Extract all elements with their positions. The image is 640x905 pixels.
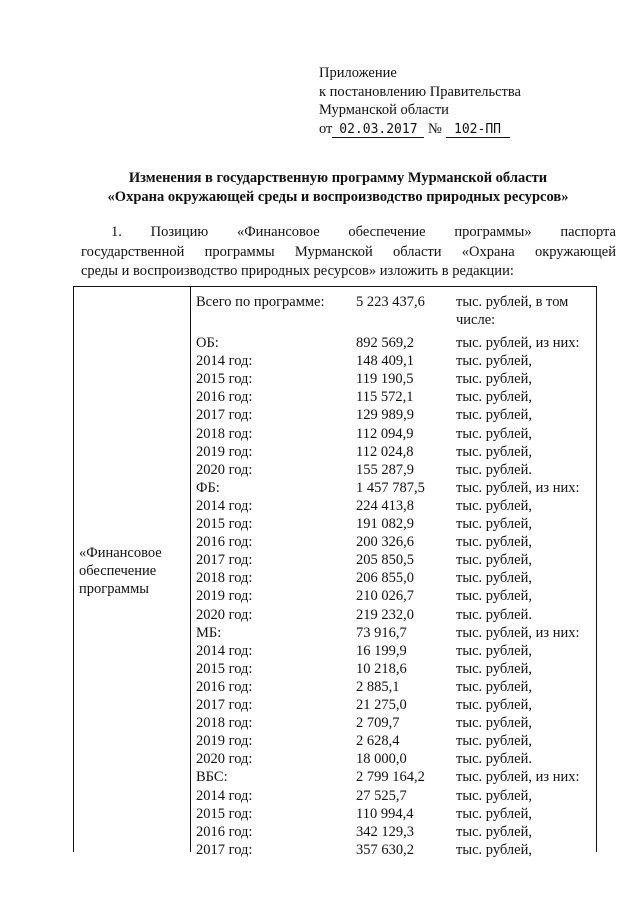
table-row xyxy=(74,388,596,406)
row-label: ФБ: xyxy=(196,479,220,496)
row-value: 112 094,9 xyxy=(356,425,414,442)
table-row xyxy=(74,642,596,660)
table-row xyxy=(74,406,596,424)
table-row xyxy=(74,696,596,714)
paragraph-word: окружающей xyxy=(534,243,616,260)
title-line-2: «Охрана окружающей среды и воспроизводство природных ресурсов» xyxy=(107,189,569,205)
paragraph-word: программы» xyxy=(454,224,532,240)
table-row xyxy=(74,515,596,533)
row-unit: тыс. рублей, из них: xyxy=(456,479,580,496)
total-unit-line-1: тыс. рублей, в том xyxy=(456,294,569,310)
row-unit: тыс. рублей. xyxy=(456,461,532,478)
row-label: 2014 год: xyxy=(196,642,253,659)
row-unit: тыс. рублей, xyxy=(456,534,532,551)
row-value: 129 989,9 xyxy=(356,407,414,424)
row-unit: тыс. рублей, xyxy=(456,588,532,605)
table-row xyxy=(74,479,596,497)
table-row xyxy=(74,551,596,569)
row-unit: тыс. рублей, xyxy=(456,516,532,532)
paragraph-word: обеспечение xyxy=(348,224,426,240)
row-label: 2014 год: xyxy=(196,787,253,804)
table-row xyxy=(74,660,596,678)
row-unit: тыс. рублей, xyxy=(456,425,532,442)
table-row xyxy=(74,533,596,551)
table-row xyxy=(74,334,596,352)
appendix-line-1: Приложение xyxy=(319,65,397,81)
row-unit: тыс. рублей, xyxy=(456,697,532,713)
paragraph-line-1 xyxy=(81,223,616,243)
row-unit: тыс. рублей, xyxy=(456,497,532,514)
financing-table xyxy=(73,286,597,858)
row-unit: тыс. рублей, xyxy=(456,371,532,388)
appendix-line-2: к постановлению Правительства xyxy=(319,83,521,100)
row-unit: тыс. рублей, xyxy=(456,805,532,822)
paragraph-word: паспорта xyxy=(560,224,616,240)
paragraph-line-2 xyxy=(81,243,616,263)
row-unit: тыс. рублей, xyxy=(456,642,532,659)
row-label: ОБ: xyxy=(196,335,219,351)
row-label: 2019 год: xyxy=(196,443,253,460)
row-unit: тыс. рублей. xyxy=(456,606,532,623)
total-value: 5 223 437,6 xyxy=(356,294,425,310)
row-value: 73 916,7 xyxy=(356,624,407,641)
row-unit: тыс. рублей, из них: xyxy=(456,624,580,641)
row-unit: тыс. рублей, xyxy=(456,407,532,424)
appendix-date-line xyxy=(319,120,521,139)
row-value: 219 232,0 xyxy=(356,606,414,623)
row-value: 18 000,0 xyxy=(356,751,407,768)
row-value: 191 082,9 xyxy=(356,516,414,532)
row-unit: тыс. рублей, xyxy=(456,678,532,695)
row-label: 2015 год: xyxy=(196,516,253,532)
row-label: 2020 год: xyxy=(196,751,253,768)
paragraph-word: Позицию xyxy=(150,224,209,240)
row-label: 2019 год: xyxy=(196,588,253,605)
row-value: 119 190,5 xyxy=(356,371,414,388)
row-unit: тыс. рублей, из них: xyxy=(456,769,580,786)
row-label: ВБС: xyxy=(196,769,228,786)
position-name-line-3: программы xyxy=(79,581,149,597)
total-label: Всего по программе: xyxy=(196,294,325,310)
row-value: 115 572,1 xyxy=(356,389,414,406)
row-unit: тыс. рублей, xyxy=(456,660,532,677)
row-unit: тыс. рублей, xyxy=(456,552,532,569)
row-label: 2014 год: xyxy=(196,497,253,514)
row-label: 2018 год: xyxy=(196,570,253,587)
row-label: 2019 год: xyxy=(196,733,253,750)
paragraph-line-3 xyxy=(81,262,616,282)
table-row xyxy=(74,497,596,515)
row-label: 2014 год: xyxy=(196,353,253,370)
row-label: 2016 год: xyxy=(196,678,253,695)
table-row xyxy=(74,624,596,642)
row-label: 2017 год: xyxy=(196,407,253,424)
row-label: 2016 год: xyxy=(196,823,253,840)
row-value: 27 525,7 xyxy=(356,787,407,804)
table-row xyxy=(74,805,596,823)
row-unit: тыс. рублей, xyxy=(456,443,532,460)
row-label: 2015 год: xyxy=(196,660,253,677)
row-value: 2 885,1 xyxy=(356,678,400,695)
row-unit: тыс. рублей, из них: xyxy=(456,335,580,351)
table-row xyxy=(74,370,596,388)
row-value: 155 287,9 xyxy=(356,461,414,478)
row-label: 2016 год: xyxy=(196,534,253,551)
row-value: 205 850,5 xyxy=(356,552,414,569)
row-label: 2017 год: xyxy=(196,697,253,713)
document-title xyxy=(60,169,616,207)
table-row xyxy=(74,569,596,587)
date-prefix: от xyxy=(319,120,333,137)
row-unit: тыс. рублей. xyxy=(456,751,532,768)
row-unit: тыс. рублей, xyxy=(456,353,532,370)
table-row xyxy=(74,768,596,786)
position-name-line-1: «Финансовое xyxy=(79,545,162,561)
paragraph-word: 1. xyxy=(111,224,122,240)
table-row xyxy=(74,750,596,768)
row-value: 112 024,8 xyxy=(356,443,414,460)
appendix-line-3: Мурманской области xyxy=(319,102,449,118)
row-label: 2017 год: xyxy=(196,552,253,569)
number-sign: № xyxy=(428,120,442,137)
row-unit: тыс. рублей, xyxy=(456,733,532,750)
row-value: 224 413,8 xyxy=(356,497,414,514)
table-row xyxy=(74,823,596,841)
title-line-1: Изменения в государственную программу Мурманской области xyxy=(128,170,548,186)
paragraph-word: «Финансовое xyxy=(236,224,320,240)
table-row xyxy=(74,787,596,805)
row-value: 21 275,0 xyxy=(356,697,407,713)
total-row xyxy=(74,293,596,329)
body-paragraph xyxy=(81,223,616,282)
table-row xyxy=(74,841,596,859)
row-value: 2 799 164,2 xyxy=(356,769,425,786)
total-unit-line-2: числе: xyxy=(456,312,496,328)
row-unit: тыс. рублей, xyxy=(456,570,532,587)
row-value: 342 129,3 xyxy=(356,823,414,840)
paragraph-word: области xyxy=(393,243,442,260)
row-value: 2 709,7 xyxy=(356,715,400,732)
row-unit: тыс. рублей, xyxy=(456,715,532,732)
row-label: 2020 год: xyxy=(196,461,253,478)
row-value: 16 199,9 xyxy=(356,642,407,659)
table-row xyxy=(74,425,596,443)
row-unit: тыс. рублей, xyxy=(456,823,532,840)
row-label: 2015 год: xyxy=(196,371,253,388)
table-row xyxy=(74,732,596,750)
table-row xyxy=(74,587,596,605)
position-name-line-2: обеспечение xyxy=(79,563,157,579)
paragraph-line-3-text: среды и воспроизводство природных ресурсов» изложить в редакции: xyxy=(81,263,514,279)
table-row xyxy=(74,352,596,370)
row-label: 2015 год: xyxy=(196,805,253,822)
row-value: 206 855,0 xyxy=(356,570,414,587)
table-row xyxy=(74,678,596,696)
row-value: 892 569,2 xyxy=(356,335,414,351)
row-value: 210 026,7 xyxy=(356,588,414,605)
appendix-header xyxy=(319,64,521,138)
row-value: 2 628,4 xyxy=(356,733,400,750)
paragraph-word: Мурманской xyxy=(294,243,373,260)
row-label: 2016 год: xyxy=(196,389,253,406)
row-value: 1 457 787,5 xyxy=(356,479,425,496)
row-label: МБ: xyxy=(196,624,222,641)
row-unit: тыс. рублей, xyxy=(456,841,532,858)
row-label: 2017 год: xyxy=(196,841,253,858)
paragraph-word: программы xyxy=(204,243,275,260)
row-unit: тыс. рублей, xyxy=(456,389,532,406)
row-value: 110 994,4 xyxy=(356,805,414,822)
paragraph-word: государственной xyxy=(81,243,185,260)
row-value: 10 218,6 xyxy=(356,660,407,677)
row-label: 2018 год: xyxy=(196,425,253,442)
row-label: 2020 год: xyxy=(196,606,253,623)
decree-date: 02.03.2017 xyxy=(332,122,424,138)
row-unit: тыс. рублей, xyxy=(456,787,532,804)
row-label: 2018 год: xyxy=(196,715,253,732)
decree-number: 102-ПП xyxy=(446,122,510,138)
table-row xyxy=(74,714,596,732)
row-value: 148 409,1 xyxy=(356,353,414,370)
row-value: 200 326,6 xyxy=(356,534,414,551)
table-row xyxy=(74,606,596,624)
table-row xyxy=(74,443,596,461)
paragraph-word: «Охрана xyxy=(461,243,515,260)
table-row xyxy=(74,461,596,479)
row-value: 357 630,2 xyxy=(356,841,414,858)
